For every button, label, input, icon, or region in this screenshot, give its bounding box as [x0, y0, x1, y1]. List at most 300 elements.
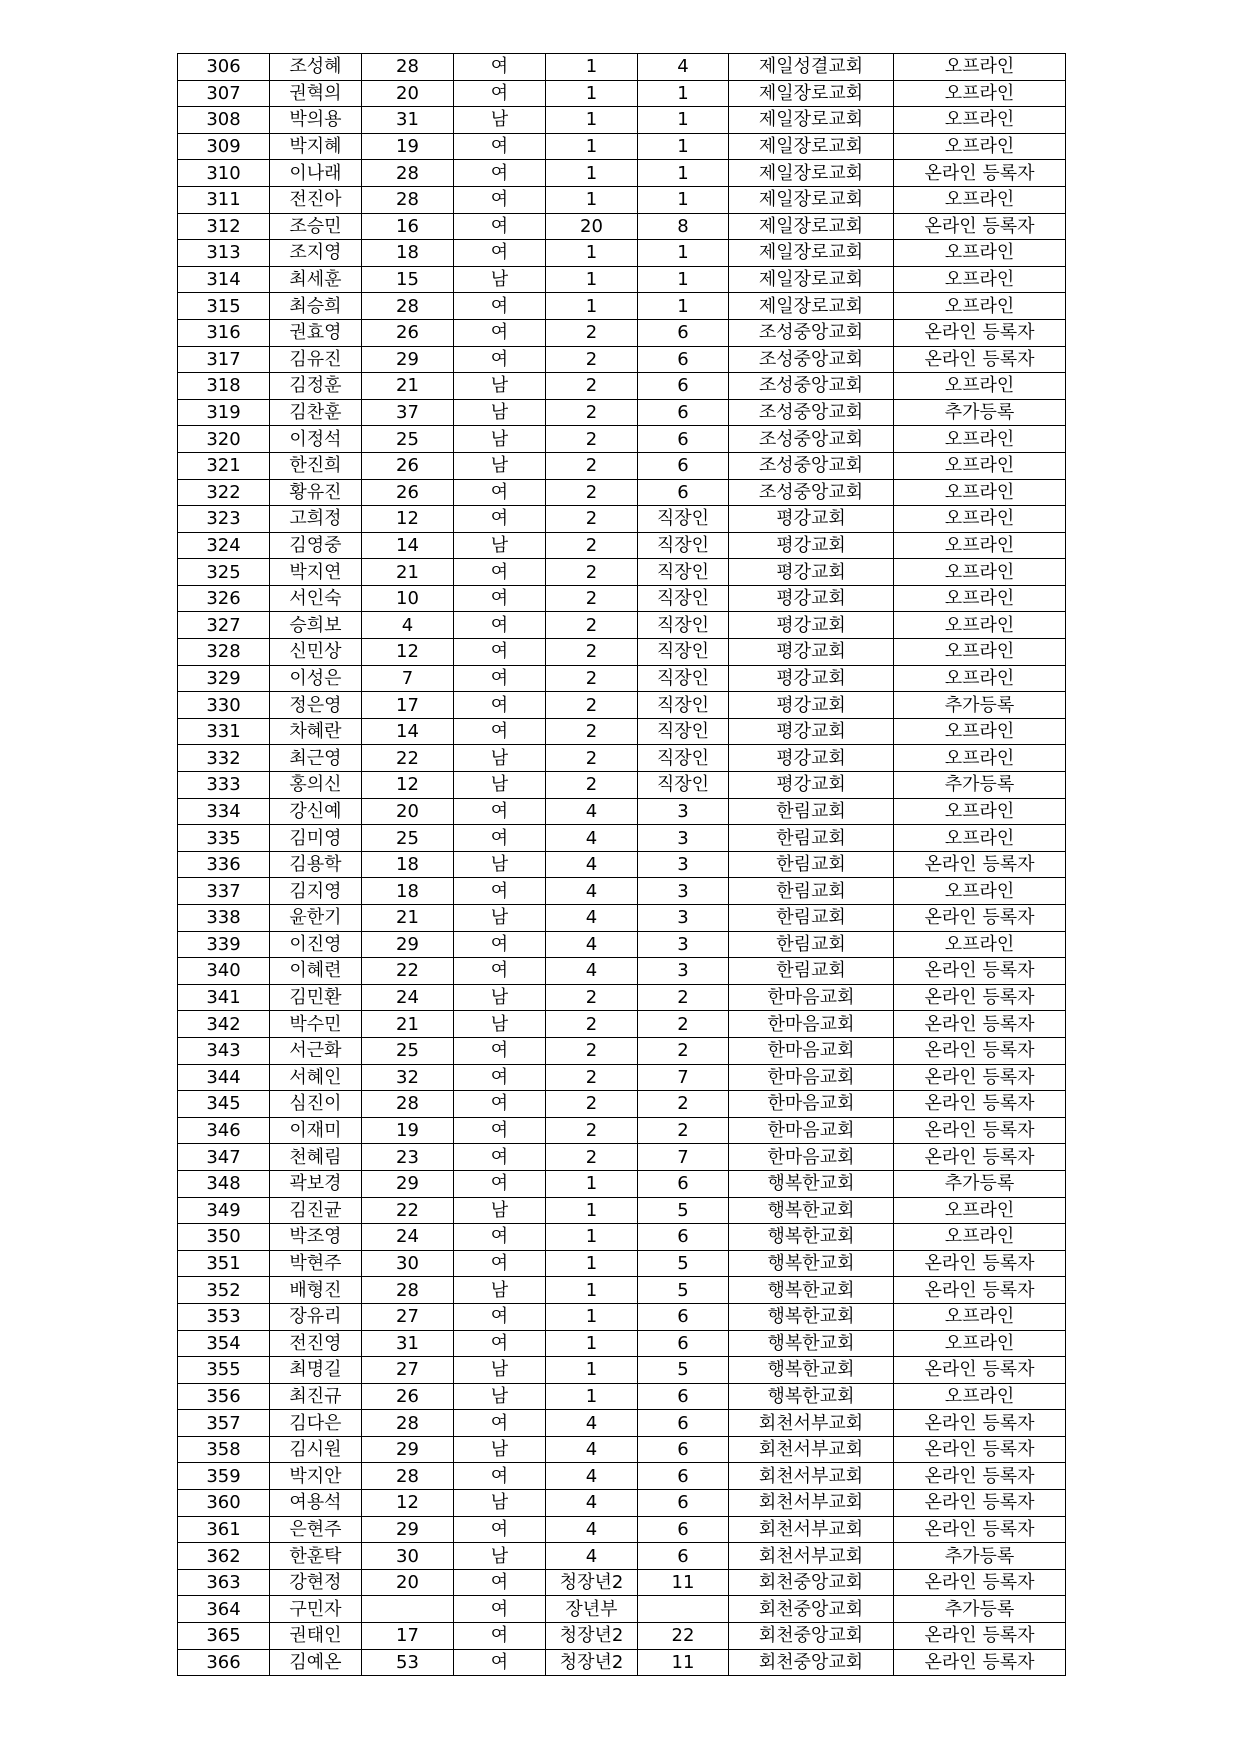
cell-class: 1	[638, 240, 729, 267]
cell-class: 6	[638, 319, 729, 346]
cell-number: 325	[178, 559, 270, 586]
cell-group: 4	[546, 958, 638, 985]
cell-number: 330	[178, 692, 270, 719]
cell-number: 344	[178, 1064, 270, 1091]
cell-age: 21	[362, 373, 454, 400]
cell-church: 행복한교회	[729, 1277, 894, 1304]
cell-class: 2	[638, 1117, 729, 1144]
cell-number: 352	[178, 1277, 270, 1304]
cell-age: 29	[362, 1170, 454, 1197]
cell-group: 1	[546, 1197, 638, 1224]
cell-class: 6	[638, 426, 729, 453]
cell-name: 이진영	[270, 931, 362, 958]
cell-number: 336	[178, 851, 270, 878]
cell-church: 한림교회	[729, 798, 894, 825]
cell-gender: 여	[454, 1117, 546, 1144]
cell-registration-type: 추가등록	[894, 1543, 1066, 1570]
table-row	[178, 1037, 1066, 1064]
cell-name: 김진균	[270, 1197, 362, 1224]
table-row	[178, 718, 1066, 745]
cell-number: 342	[178, 1011, 270, 1038]
cell-church: 평강교회	[729, 639, 894, 666]
cell-name: 이성은	[270, 665, 362, 692]
table-row	[178, 240, 1066, 267]
cell-number: 356	[178, 1383, 270, 1410]
cell-class: 1	[638, 133, 729, 160]
cell-church: 평강교회	[729, 559, 894, 586]
cell-class: 4	[638, 54, 729, 81]
cell-gender: 남	[454, 532, 546, 559]
cell-age: 15	[362, 266, 454, 293]
cell-church: 한마음교회	[729, 1144, 894, 1171]
cell-age: 12	[362, 772, 454, 799]
table-row	[178, 984, 1066, 1011]
cell-age: 7	[362, 665, 454, 692]
cell-class: 1	[638, 107, 729, 134]
cell-number: 353	[178, 1303, 270, 1330]
cell-registration-type: 온라인 등록자	[894, 1516, 1066, 1543]
cell-class: 6	[638, 399, 729, 426]
cell-age: 21	[362, 1011, 454, 1038]
cell-church: 조성중앙교회	[729, 373, 894, 400]
cell-group: 1	[546, 54, 638, 81]
cell-name: 김찬훈	[270, 399, 362, 426]
table-row	[178, 1064, 1066, 1091]
cell-name: 전진영	[270, 1330, 362, 1357]
table-row	[178, 1463, 1066, 1490]
cell-group: 4	[546, 1490, 638, 1517]
cell-registration-type: 온라인 등록자	[894, 319, 1066, 346]
cell-age: 19	[362, 133, 454, 160]
cell-name: 이나래	[270, 160, 362, 187]
cell-class: 1	[638, 293, 729, 320]
cell-gender: 남	[454, 266, 546, 293]
cell-group: 2	[546, 718, 638, 745]
cell-age: 21	[362, 905, 454, 932]
cell-registration-type: 추가등록	[894, 1170, 1066, 1197]
cell-gender: 여	[454, 1330, 546, 1357]
cell-number: 318	[178, 373, 270, 400]
cell-group: 1	[546, 107, 638, 134]
cell-registration-type: 오프라인	[894, 1197, 1066, 1224]
table-row	[178, 559, 1066, 586]
cell-group: 청장년2	[546, 1623, 638, 1650]
cell-church: 한림교회	[729, 878, 894, 905]
cell-class: 1	[638, 266, 729, 293]
cell-class: 직장인	[638, 665, 729, 692]
cell-name: 한진희	[270, 452, 362, 479]
cell-group: 1	[546, 266, 638, 293]
cell-church: 한마음교회	[729, 1117, 894, 1144]
table-row	[178, 1436, 1066, 1463]
cell-name: 강현정	[270, 1569, 362, 1596]
cell-gender: 여	[454, 506, 546, 533]
cell-gender: 여	[454, 1170, 546, 1197]
cell-name: 서근화	[270, 1037, 362, 1064]
cell-registration-type: 온라인 등록자	[894, 984, 1066, 1011]
cell-class: 6	[638, 1383, 729, 1410]
cell-gender: 여	[454, 1623, 546, 1650]
cell-number: 314	[178, 266, 270, 293]
cell-group: 4	[546, 825, 638, 852]
cell-church: 제일장로교회	[729, 213, 894, 240]
cell-age: 25	[362, 825, 454, 852]
cell-class: 22	[638, 1623, 729, 1650]
table-row	[178, 612, 1066, 639]
cell-gender: 여	[454, 1144, 546, 1171]
cell-class: 2	[638, 1011, 729, 1038]
cell-number: 357	[178, 1410, 270, 1437]
table-row	[178, 373, 1066, 400]
cell-number: 360	[178, 1490, 270, 1517]
cell-number: 320	[178, 426, 270, 453]
cell-registration-type: 추가등록	[894, 692, 1066, 719]
cell-registration-type: 온라인 등록자	[894, 1436, 1066, 1463]
table-body	[178, 54, 1066, 1676]
table-row	[178, 1490, 1066, 1517]
cell-registration-type: 추가등록	[894, 1596, 1066, 1623]
cell-church: 한마음교회	[729, 1091, 894, 1118]
cell-age: 24	[362, 1224, 454, 1251]
cell-age: 28	[362, 1463, 454, 1490]
cell-gender: 남	[454, 1357, 546, 1384]
cell-number: 354	[178, 1330, 270, 1357]
cell-group: 2	[546, 1011, 638, 1038]
table-row	[178, 1383, 1066, 1410]
cell-class: 5	[638, 1357, 729, 1384]
cell-age: 53	[362, 1649, 454, 1676]
cell-registration-type: 오프라인	[894, 612, 1066, 639]
cell-age: 28	[362, 186, 454, 213]
cell-group: 4	[546, 1463, 638, 1490]
cell-gender: 여	[454, 54, 546, 81]
cell-number: 350	[178, 1224, 270, 1251]
cell-age: 18	[362, 878, 454, 905]
cell-church: 회천서부교회	[729, 1410, 894, 1437]
table-row	[178, 1303, 1066, 1330]
cell-name: 김시원	[270, 1436, 362, 1463]
cell-church: 행복한교회	[729, 1357, 894, 1384]
cell-age: 29	[362, 1436, 454, 1463]
cell-registration-type: 추가등록	[894, 399, 1066, 426]
cell-number: 341	[178, 984, 270, 1011]
cell-name: 차혜란	[270, 718, 362, 745]
cell-class: 3	[638, 798, 729, 825]
cell-number: 333	[178, 772, 270, 799]
cell-class: 직장인	[638, 772, 729, 799]
cell-class: 11	[638, 1649, 729, 1676]
cell-class: 7	[638, 1144, 729, 1171]
cell-number: 328	[178, 639, 270, 666]
table-row	[178, 1197, 1066, 1224]
cell-church: 한마음교회	[729, 984, 894, 1011]
cell-name: 윤한기	[270, 905, 362, 932]
cell-registration-type: 오프라인	[894, 878, 1066, 905]
cell-class: 직장인	[638, 612, 729, 639]
cell-church: 행복한교회	[729, 1170, 894, 1197]
cell-gender: 남	[454, 851, 546, 878]
table-row	[178, 878, 1066, 905]
cell-number: 334	[178, 798, 270, 825]
cell-church: 행복한교회	[729, 1303, 894, 1330]
cell-class: 6	[638, 1170, 729, 1197]
cell-number: 316	[178, 319, 270, 346]
cell-class: 3	[638, 905, 729, 932]
cell-age: 20	[362, 798, 454, 825]
table-row	[178, 452, 1066, 479]
table-row	[178, 1091, 1066, 1118]
cell-class: 1	[638, 160, 729, 187]
table-row	[178, 107, 1066, 134]
cell-group: 2	[546, 532, 638, 559]
cell-age: 26	[362, 1383, 454, 1410]
cell-church: 회천서부교회	[729, 1490, 894, 1517]
cell-registration-type: 온라인 등록자	[894, 1410, 1066, 1437]
cell-gender: 여	[454, 160, 546, 187]
cell-class: 직장인	[638, 585, 729, 612]
cell-class	[638, 1596, 729, 1623]
table-row	[178, 160, 1066, 187]
cell-church: 회천서부교회	[729, 1543, 894, 1570]
cell-number: 351	[178, 1250, 270, 1277]
cell-name: 서인숙	[270, 585, 362, 612]
cell-church: 제일장로교회	[729, 107, 894, 134]
cell-gender: 여	[454, 1463, 546, 1490]
cell-class: 직장인	[638, 532, 729, 559]
table-row	[178, 346, 1066, 373]
cell-gender: 남	[454, 745, 546, 772]
cell-registration-type: 오프라인	[894, 1224, 1066, 1251]
table-row	[178, 1596, 1066, 1623]
cell-age: 21	[362, 559, 454, 586]
cell-class: 8	[638, 213, 729, 240]
cell-number: 364	[178, 1596, 270, 1623]
cell-gender: 여	[454, 479, 546, 506]
cell-number: 317	[178, 346, 270, 373]
cell-number: 321	[178, 452, 270, 479]
cell-group: 1	[546, 240, 638, 267]
table-row	[178, 479, 1066, 506]
cell-group: 1	[546, 1303, 638, 1330]
cell-group: 4	[546, 931, 638, 958]
cell-class: 5	[638, 1197, 729, 1224]
cell-church: 조성중앙교회	[729, 479, 894, 506]
cell-group: 2	[546, 373, 638, 400]
cell-registration-type: 오프라인	[894, 293, 1066, 320]
cell-number: 365	[178, 1623, 270, 1650]
cell-number: 343	[178, 1037, 270, 1064]
cell-name: 김유진	[270, 346, 362, 373]
cell-number: 307	[178, 80, 270, 107]
cell-group: 4	[546, 1436, 638, 1463]
cell-group: 2	[546, 479, 638, 506]
cell-name: 박지혜	[270, 133, 362, 160]
cell-registration-type: 온라인 등록자	[894, 1144, 1066, 1171]
cell-church: 제일장로교회	[729, 133, 894, 160]
cell-number: 359	[178, 1463, 270, 1490]
cell-name: 조지영	[270, 240, 362, 267]
cell-registration-type: 오프라인	[894, 745, 1066, 772]
cell-registration-type: 온라인 등록자	[894, 160, 1066, 187]
table-row	[178, 319, 1066, 346]
cell-class: 6	[638, 346, 729, 373]
cell-class: 직장인	[638, 745, 729, 772]
cell-class: 3	[638, 851, 729, 878]
cell-name: 서혜인	[270, 1064, 362, 1091]
cell-registration-type: 온라인 등록자	[894, 1490, 1066, 1517]
table-row	[178, 133, 1066, 160]
cell-registration-type: 온라인 등록자	[894, 851, 1066, 878]
cell-group: 4	[546, 1543, 638, 1570]
cell-group: 1	[546, 80, 638, 107]
cell-name: 박현주	[270, 1250, 362, 1277]
cell-registration-type: 온라인 등록자	[894, 1250, 1066, 1277]
cell-church: 행복한교회	[729, 1383, 894, 1410]
table-row	[178, 1649, 1066, 1676]
cell-group: 2	[546, 559, 638, 586]
cell-gender: 남	[454, 399, 546, 426]
cell-group: 2	[546, 1117, 638, 1144]
cell-church: 조성중앙교회	[729, 399, 894, 426]
cell-class: 6	[638, 452, 729, 479]
cell-registration-type: 온라인 등록자	[894, 1623, 1066, 1650]
table-row	[178, 213, 1066, 240]
cell-name: 은현주	[270, 1516, 362, 1543]
cell-group: 2	[546, 585, 638, 612]
cell-group: 2	[546, 426, 638, 453]
cell-group: 청장년2	[546, 1569, 638, 1596]
cell-name: 최근영	[270, 745, 362, 772]
cell-registration-type: 오프라인	[894, 1383, 1066, 1410]
cell-name: 이재미	[270, 1117, 362, 1144]
cell-age: 37	[362, 399, 454, 426]
cell-gender: 여	[454, 133, 546, 160]
cell-age: 26	[362, 452, 454, 479]
cell-church: 회천중앙교회	[729, 1623, 894, 1650]
cell-age: 28	[362, 1277, 454, 1304]
cell-registration-type: 온라인 등록자	[894, 905, 1066, 932]
cell-name: 구민자	[270, 1596, 362, 1623]
cell-group: 2	[546, 452, 638, 479]
cell-name: 김다은	[270, 1410, 362, 1437]
cell-registration-type: 온라인 등록자	[894, 346, 1066, 373]
cell-age: 27	[362, 1303, 454, 1330]
cell-age: 31	[362, 107, 454, 134]
cell-age: 22	[362, 745, 454, 772]
cell-age: 28	[362, 160, 454, 187]
cell-name: 홍의신	[270, 772, 362, 799]
cell-class: 6	[638, 373, 729, 400]
cell-gender: 여	[454, 1569, 546, 1596]
cell-age: 14	[362, 532, 454, 559]
cell-gender: 여	[454, 612, 546, 639]
cell-registration-type: 온라인 등록자	[894, 1357, 1066, 1384]
table-row	[178, 1277, 1066, 1304]
cell-name: 박의용	[270, 107, 362, 134]
cell-age: 4	[362, 612, 454, 639]
cell-church: 조성중앙교회	[729, 426, 894, 453]
cell-gender: 여	[454, 1516, 546, 1543]
cell-church: 한림교회	[729, 851, 894, 878]
cell-church: 평강교회	[729, 692, 894, 719]
cell-church: 평강교회	[729, 665, 894, 692]
cell-group: 2	[546, 1144, 638, 1171]
cell-group: 4	[546, 798, 638, 825]
cell-name: 곽보경	[270, 1170, 362, 1197]
table-row	[178, 1543, 1066, 1570]
cell-registration-type: 오프라인	[894, 825, 1066, 852]
cell-group: 1	[546, 1250, 638, 1277]
cell-group: 4	[546, 878, 638, 905]
cell-registration-type: 오프라인	[894, 426, 1066, 453]
cell-name: 박지연	[270, 559, 362, 586]
cell-gender: 남	[454, 1436, 546, 1463]
cell-church: 한마음교회	[729, 1037, 894, 1064]
cell-registration-type: 오프라인	[894, 107, 1066, 134]
cell-number: 337	[178, 878, 270, 905]
cell-name: 박수민	[270, 1011, 362, 1038]
cell-class: 직장인	[638, 692, 729, 719]
table-row	[178, 745, 1066, 772]
cell-number: 312	[178, 213, 270, 240]
cell-group: 2	[546, 692, 638, 719]
cell-gender: 여	[454, 559, 546, 586]
cell-age: 22	[362, 1197, 454, 1224]
cell-class: 5	[638, 1277, 729, 1304]
cell-class: 3	[638, 931, 729, 958]
cell-age: 22	[362, 958, 454, 985]
cell-age: 17	[362, 692, 454, 719]
cell-group: 2	[546, 984, 638, 1011]
cell-number: 308	[178, 107, 270, 134]
table-row	[178, 931, 1066, 958]
cell-number: 315	[178, 293, 270, 320]
cell-name: 박지안	[270, 1463, 362, 1490]
table-row	[178, 532, 1066, 559]
cell-group: 2	[546, 612, 638, 639]
cell-registration-type: 오프라인	[894, 186, 1066, 213]
cell-number: 311	[178, 186, 270, 213]
cell-group: 1	[546, 1330, 638, 1357]
cell-group: 20	[546, 213, 638, 240]
cell-name: 전진아	[270, 186, 362, 213]
cell-number: 361	[178, 1516, 270, 1543]
cell-number: 309	[178, 133, 270, 160]
cell-group: 1	[546, 160, 638, 187]
cell-church: 한마음교회	[729, 1011, 894, 1038]
cell-church: 제일장로교회	[729, 293, 894, 320]
cell-number: 338	[178, 905, 270, 932]
cell-age: 29	[362, 1516, 454, 1543]
table-row	[178, 1330, 1066, 1357]
cell-church: 한림교회	[729, 905, 894, 932]
cell-name: 심진이	[270, 1091, 362, 1118]
cell-class: 6	[638, 1303, 729, 1330]
table-row	[178, 1410, 1066, 1437]
cell-gender: 여	[454, 80, 546, 107]
cell-name: 조성혜	[270, 54, 362, 81]
cell-gender: 여	[454, 1303, 546, 1330]
cell-name: 고희정	[270, 506, 362, 533]
cell-class: 6	[638, 1410, 729, 1437]
cell-group: 1	[546, 1357, 638, 1384]
cell-group: 2	[546, 319, 638, 346]
cell-class: 직장인	[638, 718, 729, 745]
cell-church: 회천중앙교회	[729, 1569, 894, 1596]
cell-gender: 여	[454, 585, 546, 612]
cell-number: 332	[178, 745, 270, 772]
cell-group: 4	[546, 1516, 638, 1543]
